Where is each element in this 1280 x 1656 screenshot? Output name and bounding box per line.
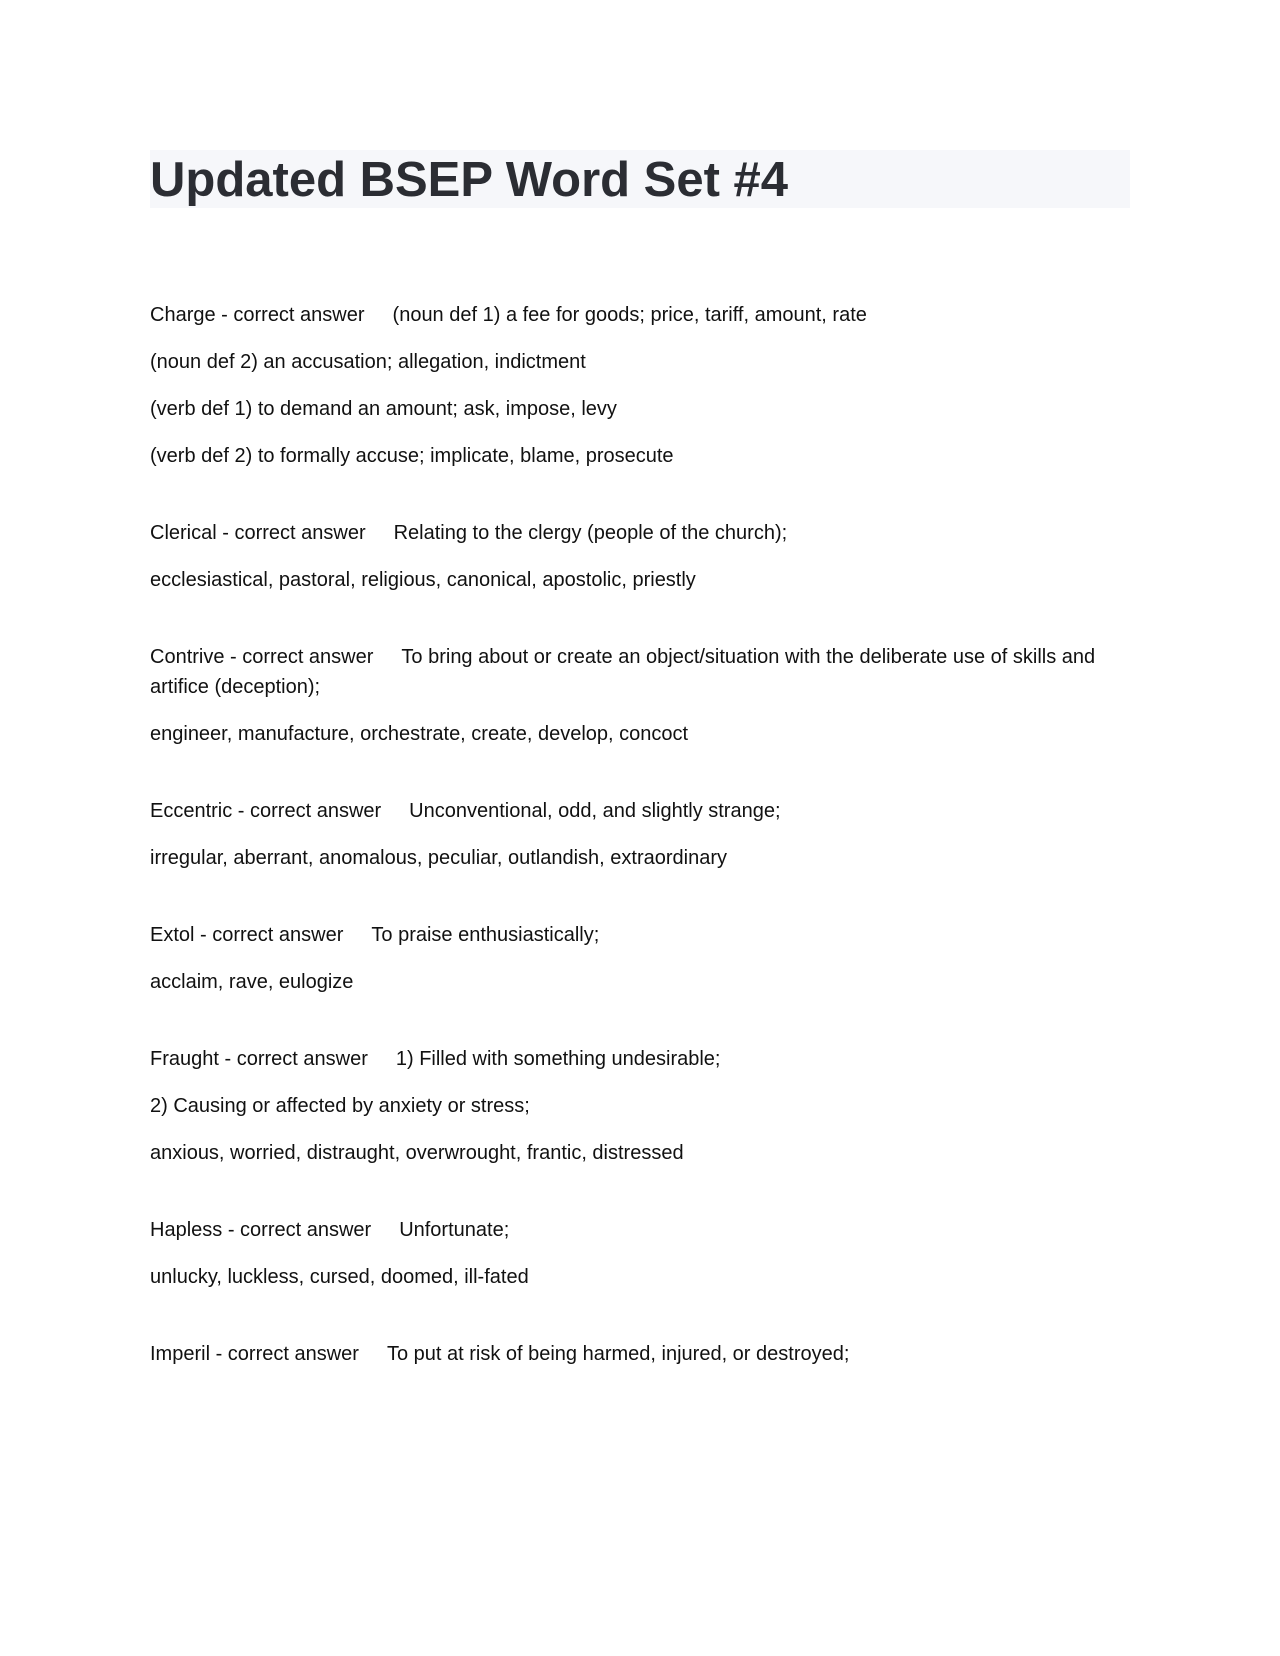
- entry-first-line: [150, 518, 1130, 548]
- entry-line: acclaim, rave, eulogize: [150, 971, 354, 993]
- entry-line: 2) Causing or affected by anxiety or stress;: [150, 1095, 530, 1117]
- entry-first-line: [150, 796, 1130, 826]
- word-list: [150, 300, 1130, 1369]
- page-title: Updated BSEP Word Set #4: [150, 153, 789, 207]
- entry-term: Hapless - correct answer: [150, 1219, 372, 1241]
- entry-term: Eccentric - correct answer: [150, 800, 382, 822]
- word-entry: [150, 1339, 1130, 1369]
- entry-definition: (noun def 1) a fee for goods; price, tariff, amount, rate: [392, 304, 867, 326]
- entry-term: Fraught - correct answer: [150, 1048, 368, 1070]
- entry-definition: To praise enthusiastically;: [371, 924, 600, 946]
- entry-definition: Unfortunate;: [399, 1219, 510, 1241]
- entry-term: Charge - correct answer: [150, 304, 365, 326]
- word-entry: [150, 1215, 1130, 1292]
- entry-definition: To put at risk of being harmed, injured, or destroyed;: [386, 1343, 850, 1365]
- entry-first-line: [150, 1044, 1130, 1074]
- entry-line: anxious, worried, distraught, overwrought, frantic, distressed: [150, 1142, 684, 1164]
- entry-line: (verb def 1) to demand an amount; ask, impose, levy: [150, 398, 617, 420]
- word-entry: [150, 518, 1130, 595]
- title-banner: [150, 150, 1130, 208]
- entry-definition: 1) Filled with something undesirable;: [395, 1048, 721, 1070]
- word-entry: [150, 642, 1130, 749]
- entry-term: Imperil - correct answer: [150, 1343, 359, 1365]
- word-entry: [150, 1044, 1130, 1168]
- entry-term: Extol - correct answer: [150, 924, 344, 946]
- entry-definition: To bring about or create an object/situation with the deliberate use of skills and artifice (deception);: [150, 646, 1096, 698]
- entry-line: ecclesiastical, pastoral, religious, canonical, apostolic, priestly: [150, 569, 696, 591]
- entry-first-line: [150, 920, 1130, 950]
- entry-first-line: [150, 1339, 1130, 1369]
- word-entry: [150, 920, 1130, 997]
- entry-line: (verb def 2) to formally accuse; implicate, blame, prosecute: [150, 445, 674, 467]
- word-entry: [150, 300, 1130, 471]
- entry-line: irregular, aberrant, anomalous, peculiar, outlandish, extraordinary: [150, 847, 727, 869]
- document-page: [150, 150, 1130, 1416]
- entry-line: engineer, manufacture, orchestrate, create, develop, concoct: [150, 723, 689, 745]
- entry-line: (noun def 2) an accusation; allegation, indictment: [150, 351, 586, 373]
- entry-first-line: [150, 642, 1130, 702]
- entry-first-line: [150, 300, 1130, 330]
- entry-definition: Unconventional, odd, and slightly strange;: [409, 800, 781, 822]
- entry-term: Clerical - correct answer: [150, 522, 366, 544]
- entry-definition: Relating to the clergy (people of the church);: [393, 522, 788, 544]
- entry-first-line: [150, 1215, 1130, 1245]
- entry-term: Contrive - correct answer: [150, 646, 374, 668]
- entry-line: unlucky, luckless, cursed, doomed, ill-fated: [150, 1266, 529, 1288]
- word-entry: [150, 796, 1130, 873]
